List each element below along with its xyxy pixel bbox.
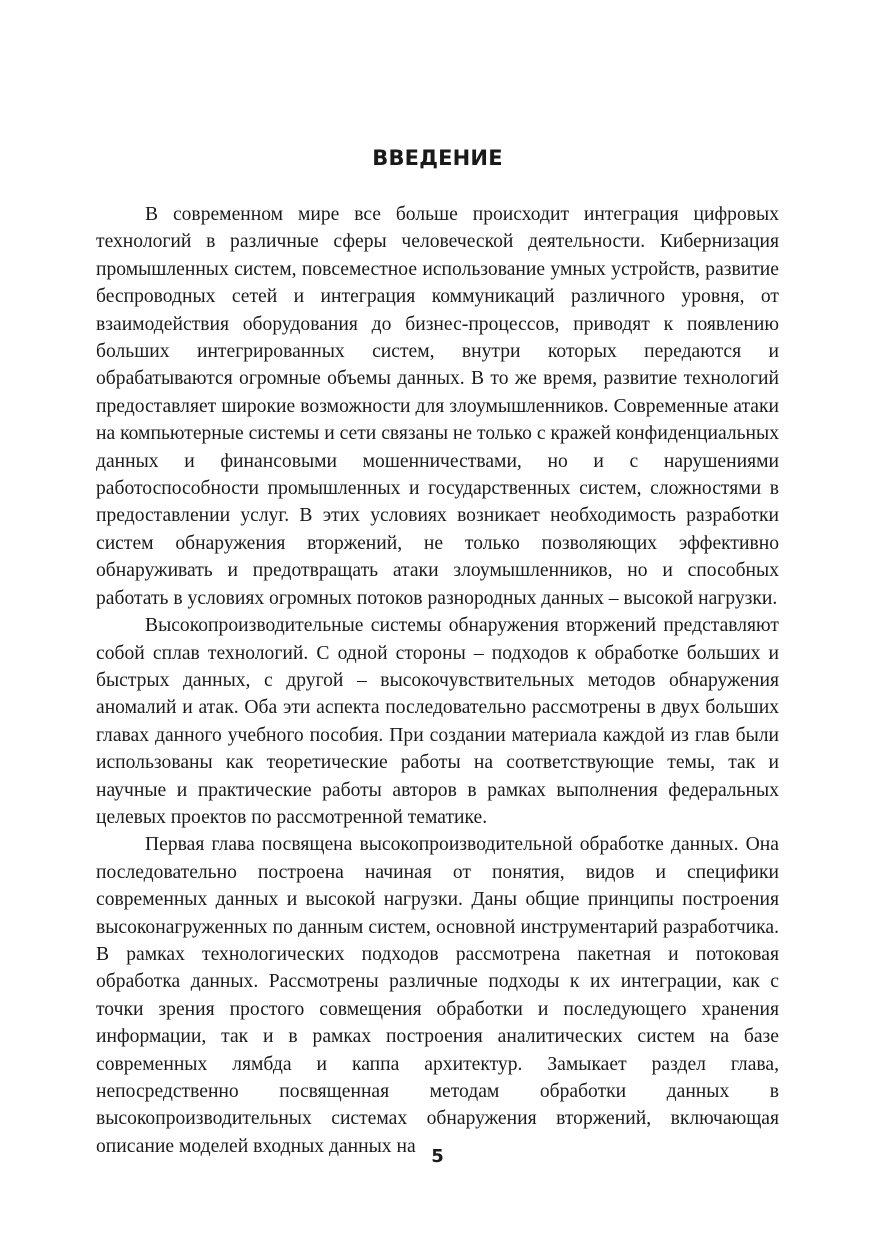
paragraph-3: Первая глава посвящена высокопроизводительной обработке данных. Она последовательно построена начиная от понятия, видов и специфики современных данных и высокой нагрузки. Даны общие принципы построения высоконагруженных по данным систем, основной инструментарий разработчика. В рамках технологических подходов рассмотрена пакетная и потоковая обработка данных. Рассмотрены различные подходы к их интеграции, как с точки зрения простого совмещения обработки и последующего хранения информации, так и в рамках построения аналитических систем на базе современных лямбда и каппа архитектур. Замыкает раздел глава, непосредственно посвященная методам обработки данных в высокопроизводительных системах обнаружения вторжений, включающая описание моделей входных данных на — [96, 834, 779, 1157]
section-title: ВВЕДЕНИЕ — [372, 146, 503, 170]
page-number: 5 — [431, 1146, 444, 1167]
paragraph-1: В современном мире все больше происходит интеграция цифровых технологий в различные сферы человеческой деятельности. Кибернизация промышленных систем, повсеместное использование умных устройств, развитие беспроводных сетей и интеграция коммуникаций различного уровня, от взаимодействия оборудования до бизнес-процессов, приводят к появлению больших интегрированных систем, внутри которых передаются и обрабатываются огромные объемы данных. В то же время, развитие технологий предоставляет широкие возможности для злоумышленников. Современные атаки на компьютерные системы и сети связаны не только с кражей конфиденциальных данных и финансовыми мошенничествами, но и с нарушениями работоспособности промышленных и государственных систем, сложностями в предоставлении услуг. В этих условиях возникает необходимость разработки систем обнаружения вторжений, не только позволяющих эффективно обнаруживать и предотвращать атаки злоумышленников, но и способных работать в условиях огромных потоков разнородных данных – высокой нагрузки. — [96, 204, 779, 609]
paragraph-2: Высокопроизводительные системы обнаружения вторжений представляют собой сплав технологий. С одной стороны – подходов к обработке больших и быстрых данных, с другой – высокочувствительных методов обнаружения аномалий и атак. Оба эти аспекта последовательно рассмотрены в двух больших главах данного учебного пособия. При создании материала каждой из глав были использованы как теоретические работы на соответствующие темы, так и научные и практические работы авторов в рамках выполнения федеральных целевых проектов по рассмотренной тематике. — [96, 615, 779, 828]
body-text — [96, 201, 779, 1160]
